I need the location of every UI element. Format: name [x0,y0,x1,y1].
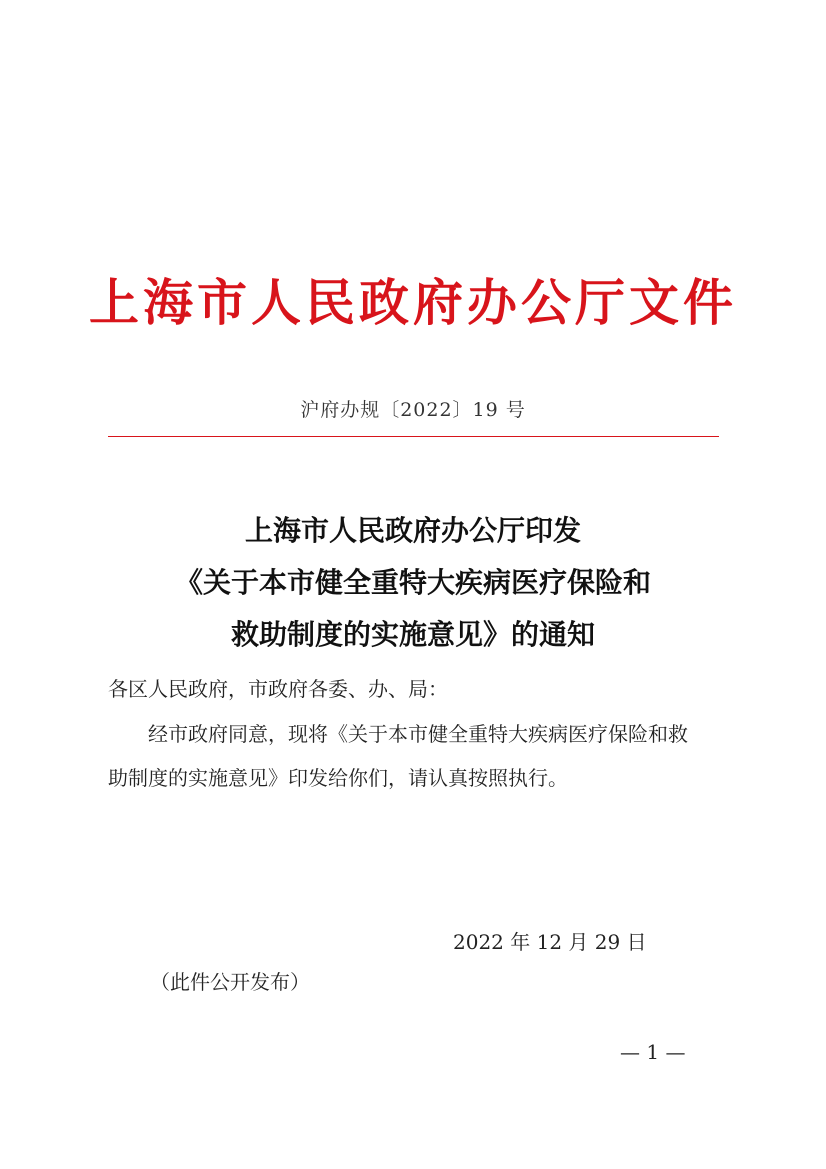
issue-date: 2022 年 12 月 29 日 [453,930,647,954]
title-line-1: 上海市人民政府办公厅印发 [244,514,581,547]
publicity-note: （此件公开发布） [150,970,310,994]
red-separator-line [108,436,719,437]
title-line-2: 《关于本市健全重特大疾病医疗保险和 [174,566,651,599]
body-line-1: 经市政府同意，现将《关于本市健全重特大疾病医疗保险和救 [148,722,688,746]
document-number: 沪府办规〔2022〕19 号 [300,399,526,421]
title-line-3: 救助制度的实施意见》的通知 [230,618,595,651]
page-number: — 1 — [620,1040,686,1064]
addressee: 各区人民政府，市政府各委、办、局： [108,677,448,701]
masthead-title: 上海市人民政府办公厅文件 [89,274,737,332]
body-paragraph [108,712,719,800]
body-line-2: 助制度的实施意见》印发给你们，请认真按照执行。 [108,766,568,790]
notice-title [0,505,826,661]
